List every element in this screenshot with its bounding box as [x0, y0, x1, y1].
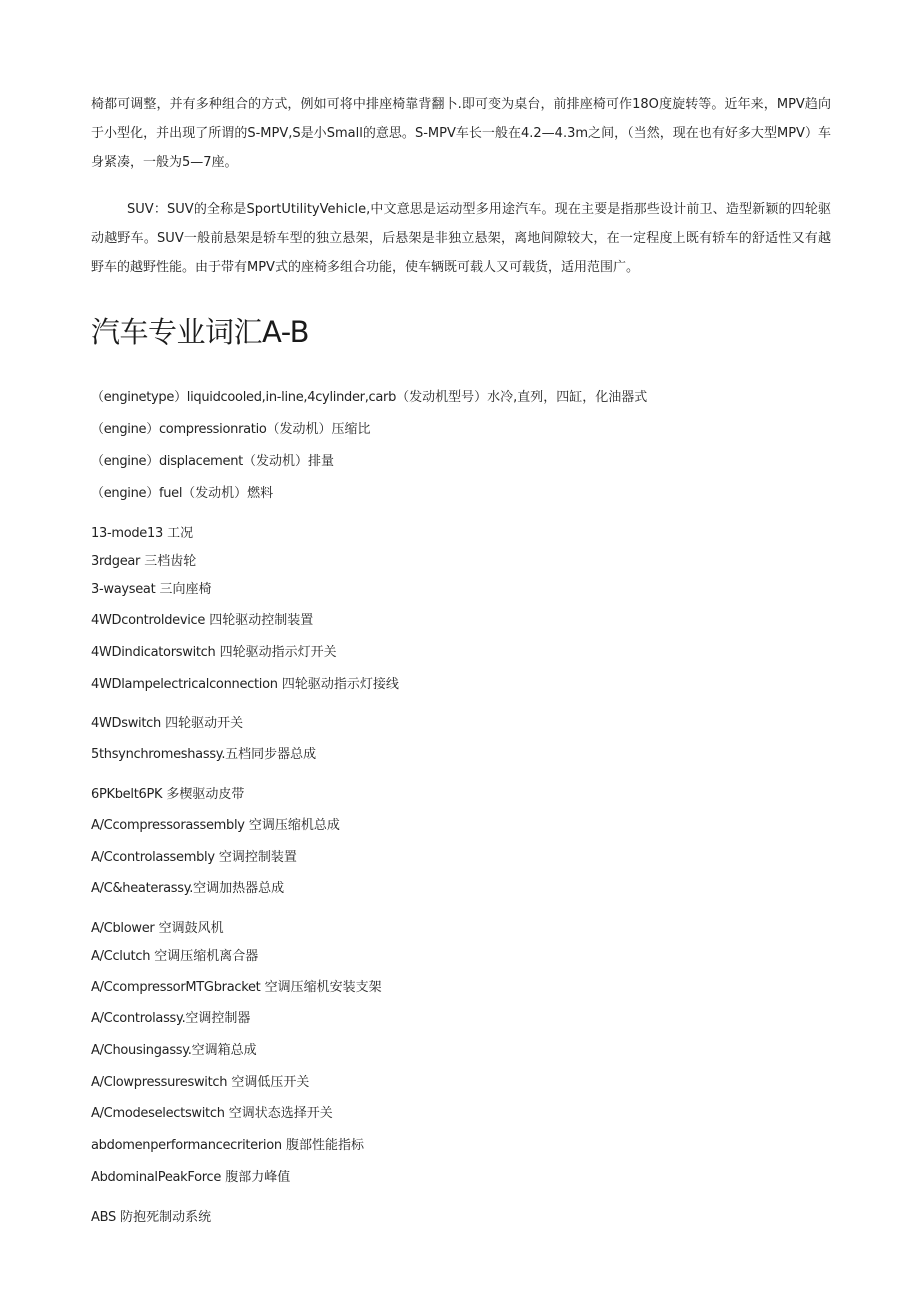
term-english: A/Clowpressureswitch — [91, 1075, 228, 1090]
term-chinese: 空调低压开关 — [231, 1075, 310, 1090]
paragraph-suv: SUV：SUV的全称是SportUtilityVehicle,中文意思是运动型多用途汽车。现在主要是指那些设计前卫、造型新颖的四轮驱动越野车。SUV一般前悬架是轿车型的独立悬架，后悬架是非独立悬架，离地间隙较大，在一定程度上既有轿车的舒适性又有越野车的越野性能。由于带有MPV式的座椅多组合功能，使车辆既可载人又可载货，适用范围广。 — [91, 202, 831, 275]
term-item — [91, 580, 212, 600]
term-english: （engine）displacement — [91, 454, 243, 469]
term-english: A/Chousingassy. — [91, 1043, 192, 1058]
term-chinese: 三向座椅 — [159, 582, 212, 597]
term-chinese: 空调箱总成 — [191, 1043, 257, 1058]
term-english: ABS — [91, 1210, 116, 1225]
term-chinese: 空调鼓风机 — [158, 921, 224, 936]
term-item — [91, 388, 647, 408]
term-item — [91, 675, 399, 695]
term-english: abdomenperformancecriterion — [91, 1138, 282, 1153]
term-english: A/CcompressorMTGbracket — [91, 980, 261, 995]
term-chinese: 空调压缩机安装支架 — [264, 980, 382, 995]
term-item — [91, 643, 337, 663]
term-chinese: 多楔驱动皮带 — [166, 787, 245, 802]
term-chinese: 工况 — [167, 526, 194, 541]
term-english: A/Ccontrolassembly — [91, 850, 215, 865]
term-item — [91, 848, 297, 868]
term-english: （engine）fuel — [91, 486, 183, 501]
term-item — [91, 785, 244, 805]
term-english: 3rdgear — [91, 554, 141, 569]
term-item — [91, 714, 243, 734]
term-chinese: （发动机）压缩比 — [266, 422, 371, 437]
term-english: 3-wayseat — [91, 582, 156, 597]
paragraph-mpv: 椅都可调整，并有多种组合的方式，例如可将中排座椅靠背翻卜.即可变为桌台，前排座椅可作18O度旋转等。近年来，MPV趋向于小型化，并出现了所谓的S-MPV,S是小Small的意思。S-MPV车长一般在4.2—4.3m之间，（当然，现在也有好多大型MPV）车身紧凑，一般为5—7座。 — [91, 97, 831, 170]
term-item — [91, 452, 334, 472]
term-english: 4WDlampelectricalconnection — [91, 677, 278, 692]
term-chinese: 空调压缩机离合器 — [154, 949, 259, 964]
term-item — [91, 947, 258, 967]
term-chinese: 空调控制器 — [185, 1011, 251, 1026]
term-english: A/C&heaterassy. — [91, 881, 194, 896]
term-item — [91, 879, 284, 899]
term-item — [91, 420, 371, 440]
term-item — [91, 1208, 211, 1228]
term-english: （enginetype）liquidcooled,in-line,4cylinder,carb — [91, 390, 397, 405]
term-item — [91, 1104, 333, 1124]
term-chinese: 四轮驱动开关 — [165, 716, 244, 731]
term-item — [91, 1009, 250, 1029]
term-item — [91, 524, 193, 544]
term-english: 4WDindicatorswitch — [91, 645, 216, 660]
term-chinese: 防抱死制动系统 — [120, 1210, 212, 1225]
section-heading: 汽车专业词汇A-B — [91, 315, 310, 349]
term-item — [91, 816, 340, 836]
term-item — [91, 978, 382, 998]
term-english: 4WDcontroldevice — [91, 613, 206, 628]
term-english: A/Ccontrolassy. — [91, 1011, 186, 1026]
term-english: A/Cclutch — [91, 949, 151, 964]
term-chinese: （发动机型号）水冷,直列，四缸，化油器式 — [396, 390, 648, 405]
term-english: A/Cmodeselectswitch — [91, 1106, 225, 1121]
term-chinese: 空调压缩机总成 — [248, 818, 340, 833]
term-english: 4WDswitch — [91, 716, 161, 731]
term-chinese: 空调控制装置 — [218, 850, 297, 865]
term-english: 13-mode13 — [91, 526, 163, 541]
term-english: （engine）compressionratio — [91, 422, 267, 437]
term-chinese: （发动机）燃料 — [182, 486, 274, 501]
term-chinese: 五档同步器总成 — [225, 747, 317, 762]
term-chinese: 腹部力峰值 — [225, 1170, 291, 1185]
term-english: A/Cblower — [91, 921, 155, 936]
term-item — [91, 745, 316, 765]
term-english: AbdominalPeakForce — [91, 1170, 222, 1185]
term-chinese: 空调状态选择开关 — [228, 1106, 333, 1121]
term-chinese: 四轮驱动指示灯接线 — [281, 677, 399, 692]
term-english: 5thsynchromeshassy. — [91, 747, 226, 762]
term-item — [91, 1073, 309, 1093]
term-chinese: （发动机）排量 — [242, 454, 334, 469]
term-item — [91, 919, 224, 939]
term-chinese: 三档齿轮 — [144, 554, 197, 569]
term-item — [91, 1168, 290, 1188]
term-chinese: 腹部性能指标 — [285, 1138, 364, 1153]
term-item — [91, 552, 196, 572]
term-chinese: 四轮驱动指示灯开关 — [219, 645, 337, 660]
term-item — [91, 1136, 364, 1156]
term-item — [91, 611, 313, 631]
term-english: 6PKbelt6PK — [91, 787, 163, 802]
term-item — [91, 484, 273, 504]
term-chinese: 空调加热器总成 — [193, 881, 285, 896]
term-chinese: 四轮驱动控制装置 — [209, 613, 314, 628]
term-item — [91, 1041, 257, 1061]
term-english: A/Ccompressorassembly — [91, 818, 245, 833]
